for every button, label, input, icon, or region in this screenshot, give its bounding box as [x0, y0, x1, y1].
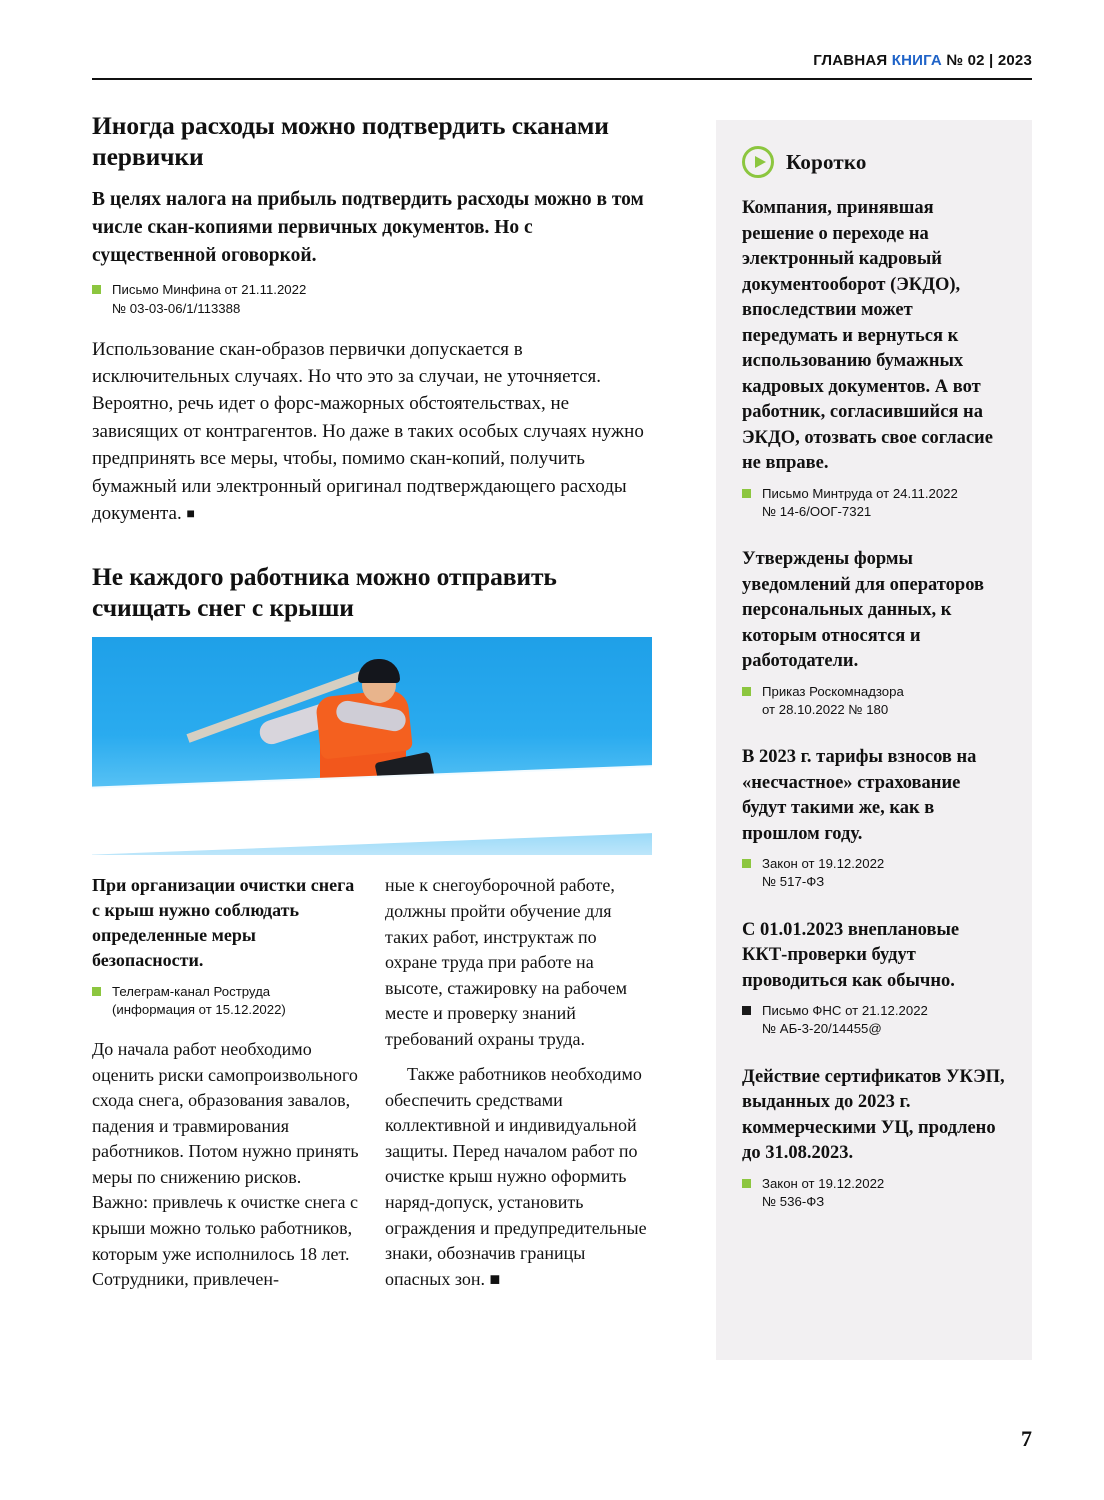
brief-source-line1: Закон от 19.12.2022 — [762, 856, 885, 872]
article2-source-line2: (информация от 15.12.2022) — [112, 1001, 286, 1017]
header-divider — [92, 78, 1032, 80]
article2-left-paragraph: До начала работ необходимо оценить риски самопроизвольного схода снега, образования завалов, падения и травмирования работников. Потом нужно принять меры по снижению рисков. Важно: привлечь к очистке снега с крыши можно только работников, которым уже исполнилось 18 лет. Сотрудники, привлечен- — [92, 1039, 359, 1290]
brief-source-line2: № АБ-3-20/14455@ — [762, 1021, 882, 1037]
article1-lead: В целях налога на прибыль подтвердить расходы можно в том числе скан-копиями первичных документов. Но с существенной оговоркой. — [92, 189, 644, 266]
bullet-square-icon — [742, 1006, 751, 1015]
brief-source — [742, 1002, 1006, 1038]
article2-sub-lead: При организации очистки снега с крыш нужно соблюдать определенные меры безопасности. — [92, 875, 355, 970]
brief-source-line1: Закон от 19.12.2022 — [762, 1175, 885, 1191]
article2-right-paragraph-1: ные к снегоуборочной работе, должны пройти обучение для таких работ, инструктаж по охране труда при работе на высоте, стажировку на рабочем месте и проверку знаний требований охраны труда. — [385, 875, 628, 1049]
issue-label: № 02 | 2023 — [946, 52, 1032, 69]
brief-source — [742, 855, 1006, 891]
brief-source-line2: от 28.10.2022 № 180 — [762, 701, 889, 717]
brief-item — [742, 1065, 1006, 1212]
article2-source — [92, 983, 359, 1019]
article1-source-line1: Письмо Минфина от 21.11.2022 — [112, 282, 307, 298]
worker-hat-shape — [358, 659, 400, 683]
brief-source-line2: № 536-ФЗ — [762, 1193, 825, 1209]
brief-source-line1: Письмо ФНС от 21.12.2022 — [762, 1003, 928, 1019]
article2-column-left — [92, 873, 359, 1302]
brief-text: С 01.01.2023 внеплановые ККТ-проверки будут проводиться как обычно. — [742, 919, 960, 991]
bullet-square-icon — [92, 285, 101, 294]
article2-column-right — [385, 873, 652, 1302]
article2-end-mark: ■ — [489, 1268, 501, 1289]
brief-source-line2: № 14-6/ООГ-7321 — [762, 503, 872, 519]
bullet-square-icon — [92, 987, 101, 996]
page-header — [813, 52, 1032, 69]
article1-source-line2: № 03-03-06/1/113388 — [112, 300, 241, 316]
bullet-square-icon — [742, 687, 751, 696]
brief-text: Действие сертификатов УКЭП, выданных до 2023 г. коммерческими УЦ, продлено до 31.08.2023. — [742, 1066, 1005, 1164]
article2-title: Не каждого работника можно отправить счищать снег с крыши — [92, 562, 557, 623]
article1-body-text: Использование скан-образов первички допускается в исключительных случаях. Но что это за случаи, не уточняется. Вероятно, речь идет о форс-мажорных обстоятельствах, не зависящих от контрагентов. Но даже в таких особых случаях нужно предпринять все меры, чтобы, помимо скан-копий, получить бумажный или электронный оригинал подтверждающего расходы документа. — [92, 338, 644, 524]
snow-ridge-shape — [92, 767, 652, 855]
article2-photo — [92, 637, 652, 855]
brief-item — [742, 547, 1006, 719]
article1-body — [92, 336, 652, 528]
sidebar-title: Коротко — [786, 149, 867, 174]
brief-source-line1: Письмо Минтруда от 24.11.2022 — [762, 485, 958, 501]
brief-source-line2: № 517-ФЗ — [762, 874, 825, 890]
play-circle-icon — [742, 146, 774, 178]
article2-right-paragraph-2 — [385, 1062, 652, 1292]
bullet-square-icon — [742, 489, 751, 498]
brief-item — [742, 745, 1006, 892]
article1-title: Иногда расходы можно подтвердить сканами первички — [92, 111, 609, 172]
article1-source — [92, 281, 652, 317]
brief-source — [742, 683, 1006, 719]
sidebar-briefs — [716, 120, 1032, 1360]
article2-right-paragraph-2-text: Также работников необходимо обеспечить средствами коллективной и индивидуальной защиты. Перед началом работ по очистке крыш нужно оформить наряд-допуск, установить ограждения и предупредительные знаки, обозначив границы опасных зон. — [385, 1064, 647, 1289]
brief-item — [742, 918, 1006, 1039]
brand-name-main: ГЛАВНАЯ — [813, 52, 888, 69]
brief-source — [742, 485, 1006, 521]
brand-name-accent: КНИГА — [891, 52, 942, 69]
brief-text: В 2023 г. тарифы взносов на «несчастное» страхование будут такими же, как в прошлом году. — [742, 747, 977, 844]
brief-text: Компания, принявшая решение о переходе на электронный кадровый документооборот (ЭКДО), впоследствии может передумать и вернуться к использованию бумажных кадровых документов. А вот работник, согласившийся на ЭКДО, отозвать свое согласие не вправе. — [742, 198, 993, 474]
article1-end-mark: ■ — [186, 506, 195, 522]
bullet-square-icon — [742, 1179, 751, 1188]
article-snow-removal — [92, 561, 652, 1302]
article2-columns — [92, 873, 652, 1302]
article-scans-primary-docs — [92, 110, 652, 527]
brief-source-line1: Приказ Роскомнадзора — [762, 683, 904, 699]
brief-source — [742, 1175, 1006, 1211]
brief-item — [742, 196, 1006, 521]
article2-source-line1: Телеграм-канал Роструда — [112, 983, 271, 999]
sidebar-header — [742, 146, 1006, 178]
main-content-column — [92, 110, 652, 1303]
bullet-square-icon — [742, 859, 751, 868]
brief-text: Утверждены формы уведомлений для операторов персональных данных, к которым относятся и работодатели. — [742, 549, 984, 672]
page-number: 7 — [1021, 1426, 1032, 1451]
